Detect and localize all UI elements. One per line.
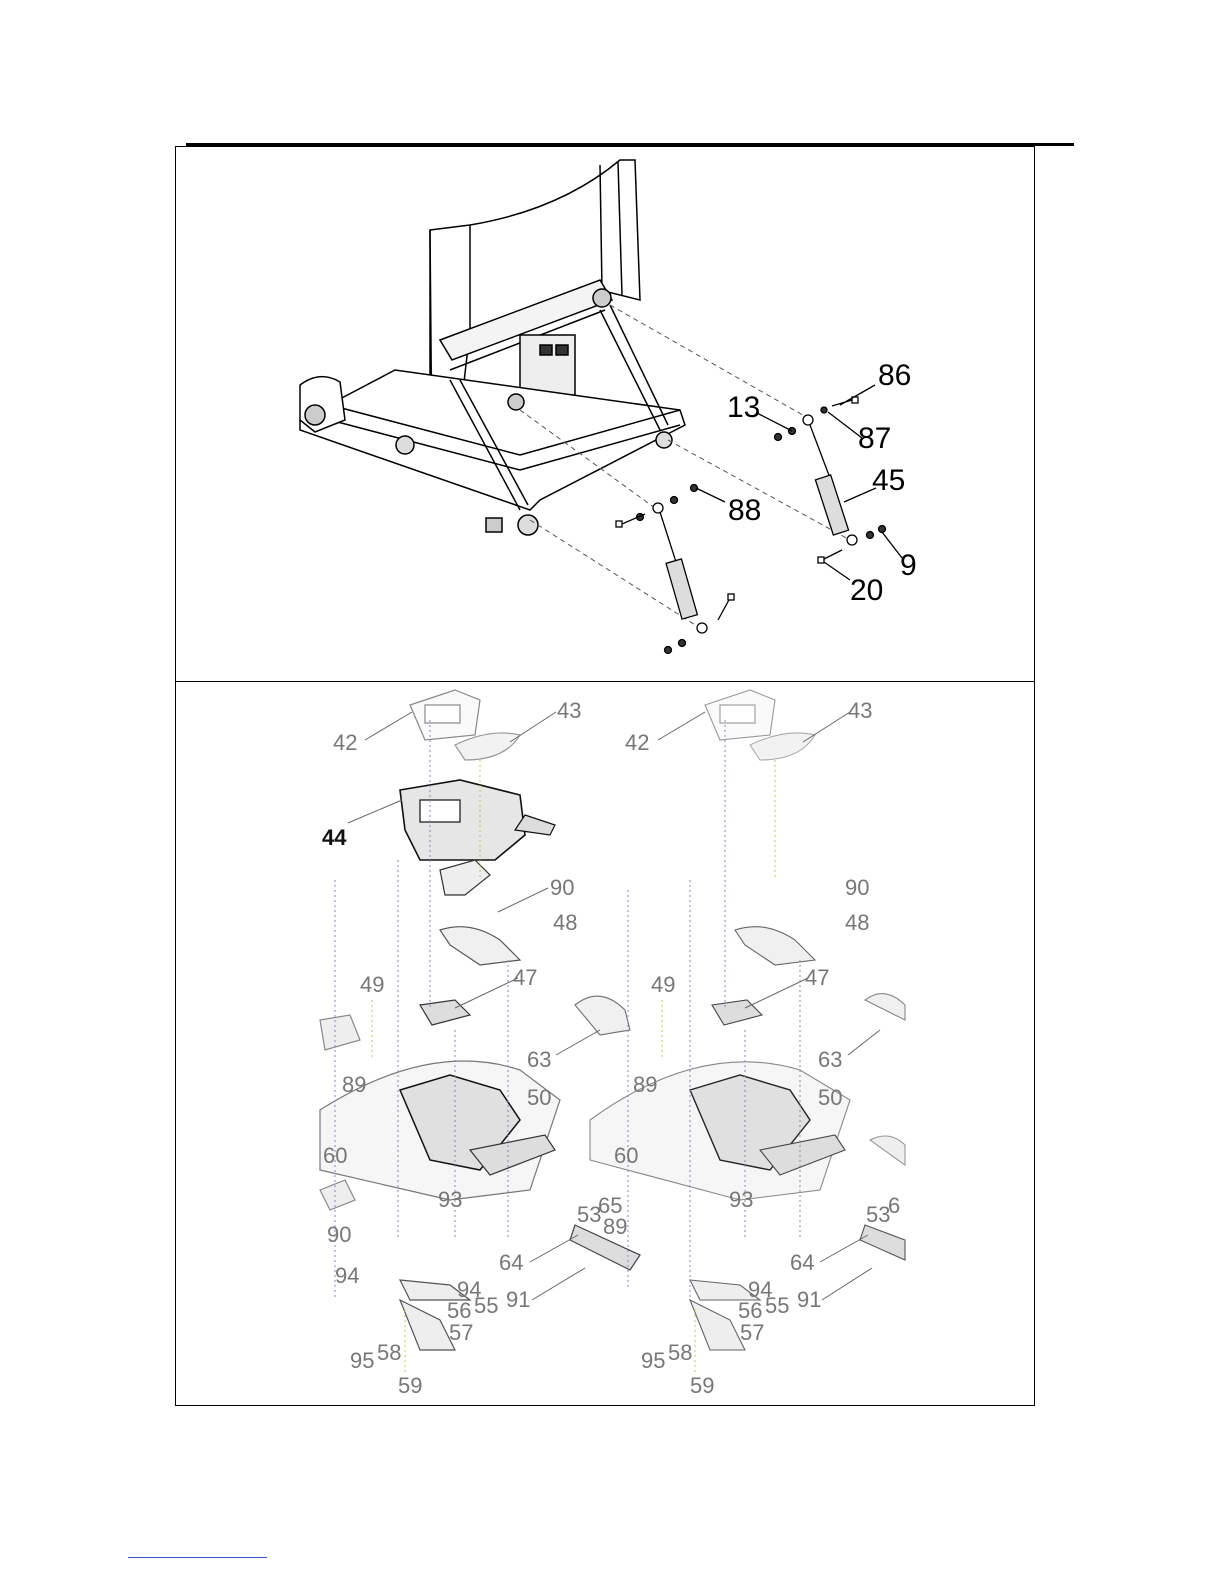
label-44-left: 44 xyxy=(322,825,347,850)
label-43-right: 43 xyxy=(848,698,873,723)
label-48-left: 48 xyxy=(553,910,578,935)
label-94-left-a: 94 xyxy=(335,1263,360,1288)
label-59-left: 59 xyxy=(398,1373,423,1398)
label-90-left-top: 90 xyxy=(550,875,575,900)
label-9: 9 xyxy=(900,549,917,582)
label-53-left: 53 xyxy=(577,1202,602,1227)
label-43-left: 43 xyxy=(557,698,582,723)
label-88: 88 xyxy=(728,494,762,527)
label-95-right: 95 xyxy=(641,1348,666,1373)
left-console-parts xyxy=(320,690,640,1350)
label-48-right: 48 xyxy=(845,910,870,935)
label-90-right: 90 xyxy=(845,875,870,900)
label-89-left-bottom: 89 xyxy=(603,1214,628,1239)
label-6-right: 6 xyxy=(888,1193,901,1218)
label-90-left-bottom: 90 xyxy=(327,1222,352,1247)
label-58-right: 58 xyxy=(668,1340,693,1365)
label-63-right: 63 xyxy=(818,1047,843,1072)
label-55-left: 55 xyxy=(474,1293,499,1318)
label-47-right: 47 xyxy=(805,965,830,990)
label-89-right: 89 xyxy=(633,1072,658,1097)
label-50-right: 50 xyxy=(818,1085,843,1110)
label-42-right: 42 xyxy=(625,730,650,755)
label-94-left-b: 94 xyxy=(457,1277,482,1302)
label-86: 86 xyxy=(878,359,912,392)
label-56-right: 56 xyxy=(738,1298,763,1323)
label-89-left-top: 89 xyxy=(342,1072,367,1097)
label-50-left: 50 xyxy=(527,1085,552,1110)
label-57-left: 57 xyxy=(449,1320,474,1345)
label-93-left: 93 xyxy=(438,1187,463,1212)
label-56-left: 56 xyxy=(447,1298,472,1323)
label-60-right: 60 xyxy=(614,1143,639,1168)
label-64-left: 64 xyxy=(499,1250,524,1275)
label-13: 13 xyxy=(727,391,761,424)
label-57-right: 57 xyxy=(740,1320,765,1345)
label-91-right: 91 xyxy=(797,1287,822,1312)
label-42-left: 42 xyxy=(333,730,358,755)
right-console-parts xyxy=(590,690,905,1350)
label-20: 20 xyxy=(850,574,884,607)
label-93-right: 93 xyxy=(729,1187,754,1212)
label-63-left: 63 xyxy=(527,1047,552,1072)
label-65-left: 65 xyxy=(598,1193,623,1218)
label-64-right: 64 xyxy=(790,1250,815,1275)
label-95-left: 95 xyxy=(350,1348,375,1373)
label-45: 45 xyxy=(872,464,906,497)
label-55-right: 55 xyxy=(765,1293,790,1318)
label-87: 87 xyxy=(858,422,892,455)
label-53-right: 53 xyxy=(866,1202,891,1227)
label-60-left: 60 xyxy=(323,1143,348,1168)
label-49-right: 49 xyxy=(651,972,676,997)
label-91-left: 91 xyxy=(506,1287,531,1312)
label-94-right: 94 xyxy=(748,1277,773,1302)
label-58-left: 58 xyxy=(377,1340,402,1365)
label-59-right: 59 xyxy=(690,1373,715,1398)
label-49-left: 49 xyxy=(360,972,385,997)
label-47-left: 47 xyxy=(513,965,538,990)
